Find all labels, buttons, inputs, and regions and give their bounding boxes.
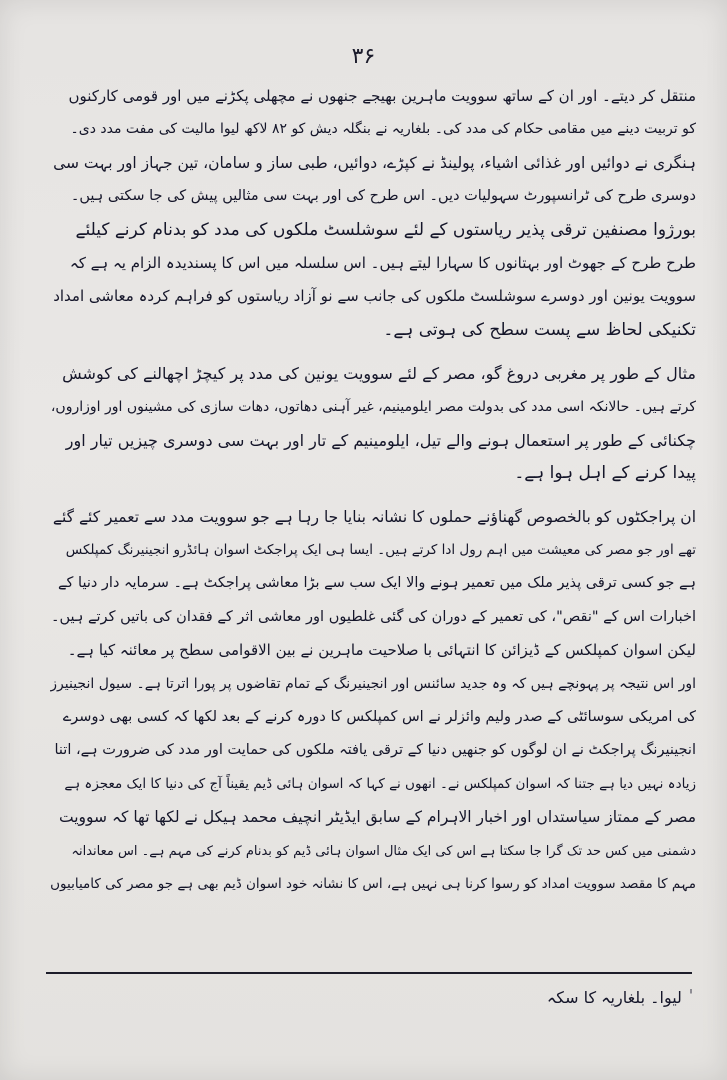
paragraph [50, 501, 696, 635]
text-line: سوویت یونین اور دوسرے سوشلسٹ ملکوں کی جانب سے نو آزاد ریاستوں کو فراہم کردہ معاشی امداد [53, 287, 696, 306]
text-line: مثال کے طور پر مغربی دروغ گو، مصر کے لئے سوویت یونین کی مدد پر کیچڑ اچھالنے کی کوشش [62, 364, 696, 384]
text-line: ان پراجکٹوں کو بالخصوص گھناؤنے حملوں کا نشانہ بنایا جا رہا ہے جو سوویت مدد سے تعمیر کئے گئے [52, 507, 696, 526]
text-line: مصر کے ممتاز سیاستداں اور اخبار الاہرام کے سابق ایڈیٹر انچیف محمد ہیکل نے لکھا تھا کہ سوویت [59, 808, 696, 827]
text-line: اور اس نتیجہ پر پہونچے ہیں کہ وہ جدید سائنس اور انجینیرنگ کے تمام تقاضوں پر پورا اترتا ہے۔ سیول انجینیرز [50, 675, 696, 692]
text-line: منتقل کر دیتے۔ اور ان کے ساتھ سوویت ماہرین بھیجے جنھوں نے مچھلی پکڑنے میں اور قومی کارکنوں [68, 87, 696, 105]
paragraph [50, 214, 696, 348]
paragraph [50, 357, 696, 491]
text-line: دشمنی میں کس حد تک گرا جا سکتا ہے اس کی ایک مثال اسوان ہائی ڈیم کو بدنام کرنے کی مہم ہے۔ اس معاندانہ [71, 843, 696, 859]
body-text [50, 80, 696, 901]
text-line: کو تربیت دینے میں مقامی حکام کی مدد کی۔ بلغاریہ نے بنگلہ دیش کو ۸۲ لاکھ لیوا مالیت کی مفت مدد دی۔ [70, 121, 696, 138]
paragraph [50, 80, 696, 214]
text-line: انجینیرنگ پراجکٹ نے ان لوگوں کو جنھیں دنیا کے ترقی یافتہ ملکوں کی حمایت اور مدد کی ضرورت ہے، اتنا [54, 742, 696, 759]
text-line: ہنگری نے دوائیں اور غذائی اشیاء، پولینڈ نے کپڑے، دوائیں، طبی ساز و سامان، تین جہاز اور بہت سی [53, 153, 696, 172]
page-number: ۳۶ [351, 44, 376, 69]
text-line: لیکن اسوان کمپلکس کے ڈیزائن کا انتہائی با صلاحیت ماہرین نے بین الاقوامی سطح پر معائنہ کیا ہے۔ [67, 641, 696, 660]
text-line: اخبارات اس کے "نقص"، کی تعمیر کے دوران کی گئی غلطیوں اور معاشی اثر کے فقدان کی باتیں کرتے ہیں۔ [51, 608, 696, 625]
text-line: تکنیکی لحاظ سے پست سطح کی ہوتی ہے۔ [383, 319, 696, 340]
text-line: زیادہ نہیں دیا ہے جتنا کہ اسوان کمپلکس نے۔ انھوں نے کہا کہ اسوان ہائی ڈیم یقیناً آج کی دنیا کا ایک معجزہ ہے [64, 775, 696, 792]
text-line: دوسری طرح کی ٹرانسپورٹ سہولیات دیں۔ اس طرح کی اور بہت سی مثالیں پیش کی جا سکتی ہیں۔ [70, 188, 696, 205]
text-line: بورژوا مصنفین ترقی پذیر ریاستوں کے لئے سوشلسٹ ملکوں کی مدد کو بدنام کرنے کیلئے [75, 219, 696, 240]
text-line: پیدا کرنے کے اہل ہوا ہے۔ [514, 463, 696, 484]
text-line: چکنائی کے طور پر استعمال ہونے والے تیل، ایلومینیم کے تار اور بہت سی دوسری چیزیں تیار اور [65, 430, 696, 450]
text-line: ہے جو کسی ترقی پذیر ملک میں تعمیر ہونے والا ایک سب سے بڑا معاشی پراجکٹ ہے۔ سرمایہ دار دنیا کے [58, 575, 696, 592]
text-line: کی امریکی سوسائٹی کے صدر ولیم وائزلر نے اس کمپلکس کا دورہ کرنے کے بعد لکھا کہ کسی بھی دوسرے [62, 709, 696, 726]
footnote: ٰ لیوا۔ بلغاریہ کا سکہ [546, 988, 687, 1007]
paragraph [50, 634, 696, 901]
text-line: تھے اور جو مصر کی معیشت میں اہم رول ادا کرتے ہیں۔ ایسا ہی ایک پراجکٹ اسوان ہائڈرو انجینیرنگ کمپلکس [65, 542, 696, 559]
text-line: طرح طرح کے جھوٹ اور بہتانوں کا سہارا لیتے ہیں۔ اس سلسلہ میں اس کا پسندیدہ الزام یہ ہے کہ [69, 253, 696, 272]
text-line: مہم کا مقصد سوویت امداد کو رسوا کرنا ہی نہیں ہے، اس کا نشانہ خود اسوان ڈیم بھی ہے جو مصر کی کامیابیوں [50, 875, 696, 892]
text-line: کرتے ہیں۔ حالانکہ اسی مدد کی بدولت مصر ایلومینیم، غیر آہنی دھاتوں، دھات سازی کی مشینوں اور اوزاروں، [50, 398, 696, 415]
footnote-divider [46, 972, 692, 974]
